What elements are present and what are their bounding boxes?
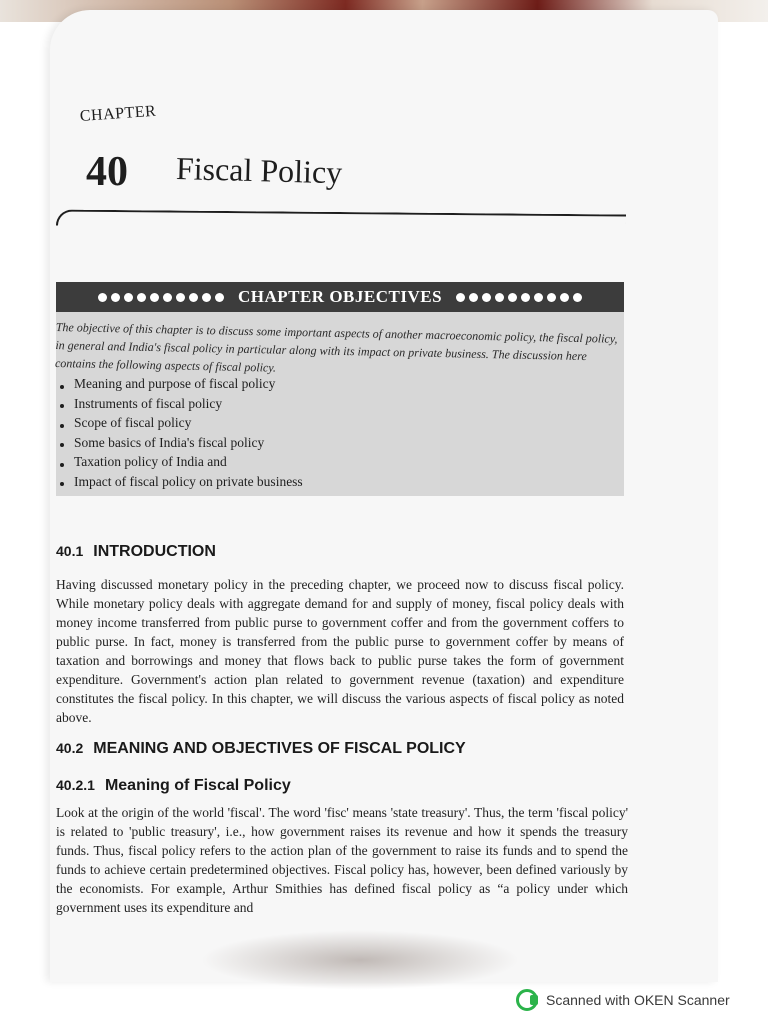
scanner-text: Scanned with OKEN Scanner — [546, 992, 730, 1008]
chapter-objectives-box — [56, 282, 624, 496]
bullet-icon — [60, 463, 64, 467]
section-number: 40.2 — [56, 740, 84, 756]
decorative-dots-left — [98, 293, 224, 302]
section-number: 40.2.1 — [56, 777, 95, 793]
list-item: Taxation policy of India and — [60, 452, 303, 472]
introduction-paragraph: Having discussed monetary policy in the preceding chapter, we proceed now to discuss fiscal policy. While monetary policy deals with aggregate demand for and supply of money, fiscal policy deals with money income transferred from public purse to government coffer and from the government coffers to public purse. In fact, money is transferred from the public purse to government coffer by means of taxation and borrowings and money that flows back to public purse takes the form of government expenditure. Government's action plan related to government revenue (taxation) and expenditure constitutes the fiscal policy. In this chapter, we will discuss the various aspects of fiscal policy as noted above. — [56, 577, 624, 725]
bullet-icon — [60, 385, 64, 389]
objectives-heading: CHAPTER OBJECTIVES — [237, 287, 443, 306]
chapter-label: CHAPTER — [79, 102, 157, 125]
meaning-paragraph: Look at the origin of the world 'fiscal'. The word 'fisc' means 'state treasury'. Thus, the term 'fiscal policy' is related to 'public treasury', i.e., how government raises its revenue and how it spends the treasury funds. Thus, fiscal policy refers to the action plan of the government to raise its funds and to spend the funds to achieve certain predetermined objectives. Fiscal policy has, however, been defined variously by the economists. For example, Arthur Smithies has defined fiscal policy as “a policy under which government uses its expenditure and — [56, 805, 628, 915]
objectives-header-bar — [56, 282, 624, 312]
list-item: Meaning and purpose of fiscal policy — [60, 374, 303, 394]
bullet-icon — [60, 482, 64, 486]
chapter-title: Fiscal Policy — [175, 150, 343, 191]
scanner-watermark — [516, 989, 730, 1011]
finger-shadow — [200, 930, 520, 990]
list-item: Instruments of fiscal policy — [60, 394, 303, 414]
section-title: Meaning of Fiscal Policy — [104, 777, 291, 794]
section-heading-introduction — [56, 543, 216, 561]
bullet-icon — [60, 424, 64, 428]
oken-scanner-logo-icon — [516, 989, 538, 1011]
section-title: INTRODUCTION — [93, 543, 216, 560]
list-item: Scope of fiscal policy — [60, 413, 303, 433]
section-number: 40.1 — [56, 543, 84, 559]
section-heading-meaning-objectives — [56, 740, 466, 758]
bullet-icon — [60, 443, 64, 447]
bullet-icon — [60, 404, 64, 408]
objectives-list — [60, 374, 303, 491]
decorative-dots-right — [456, 293, 582, 302]
list-item: Impact of fiscal policy on private business — [60, 472, 303, 492]
subsection-heading-meaning — [56, 777, 291, 795]
list-item: Some basics of India's fiscal policy — [60, 433, 303, 453]
chapter-number: 40 — [86, 149, 128, 195]
section-title: MEANING AND OBJECTIVES OF FISCAL POLICY — [93, 740, 466, 757]
objectives-intro: The objective of this chapter is to discuss some important aspects of another macroeconomic policy, the fiscal policy, in general and India's fiscal policy in particular along with its impact on private business. The discussion here contains the following aspects of fiscal policy. — [54, 319, 618, 375]
